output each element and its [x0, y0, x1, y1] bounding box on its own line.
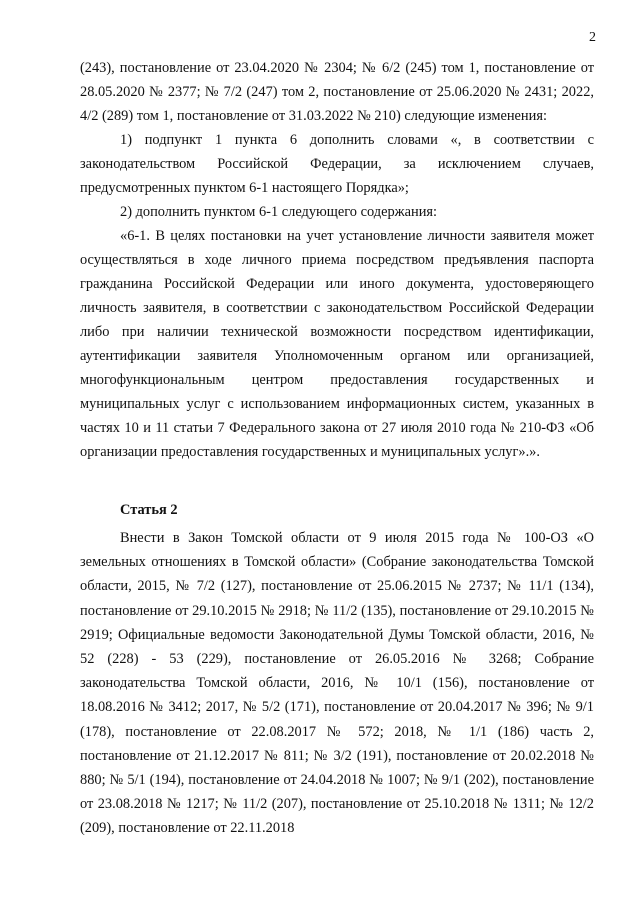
article-body	[80, 526, 594, 841]
page-number: 2	[589, 30, 596, 45]
paragraph-item-1: 1) подпункт 1 пункта 6 дополнить словами «, в соответствии с законодательством Российской Федерации, за исключением случаев, предусмотренных пунктом 6-1 настоящего Порядка»;	[80, 132, 594, 196]
article-2-text: Внести в Закон Томской области от 9 июля 2015 года № 100-ОЗ «О земельных отношениях в Томской области» (Собрание законодательства Томской области, 2015, № 7/2 (127), постановление от 25.06.2015 № 2737; № 11/1 (134), постановление от 29.10.2015 № 2918; № 11/2 (135), постановление от 29.10.2015 № 2919; Официальные ведомости Законодательной Думы Томской области, 2016, № 52 (228) - 53 (229), постановление от 26.05.2016 № 3268; Собрание законодательства Томской области, 2016, № 10/1 (156), постановление от 18.08.2016 № 3412; 2017, № 5/2 (171), постановление от 20.04.2017 № 396; № 9/1 (178), постановление от 22.08.2017 № 572; 2018, № 1/1 (186) часть 2, постановление от 21.12.2017 № 811; № 3/2 (191), постановление от 20.02.2018 № 880; № 5/1 (194), постановление от 24.04.2018 № 1007; № 9/1 (202), постановление от 23.08.2018 № 1217; № 11/2 (207), постановление от 25.10.2018 № 1311; № 12/2 (209), постановление от 22.11.2018	[80, 530, 594, 837]
paragraph-point-6-1: «6-1. В целях постановки на учет установление личности заявителя может осуществляться в ходе личного приема посредством предъявления паспорта гражданина Российской Федерации или иного документа, удостоверяющего личность заявителя, в соответствии с законодательством Российской Федерации либо при наличии технической возможности посредством идентификации, аутентификации заявителя Уполномоченным органом или организацией, многофункциональным центром предоставления государственных и муниципальных услуг с использованием информационных систем, указанных в частях 10 и 11 статьи 7 Федерального закона от 27 июля 2010 года № 210-ФЗ «Об организации предоставления государственных и муниципальных услуг».».	[80, 228, 594, 460]
paragraph-item-2: 2) дополнить пунктом 6-1 следующего содержания:	[120, 204, 438, 220]
paragraph-changes-list: (243), постановление от 23.04.2020 № 2304; № 6/2 (245) том 1, постановление от 28.05.2020 № 2377; № 7/2 (247) том 2, постановление от 25.06.2020 № 2431; 2022, 4/2 (289) том 1, постановление от 31.03.2022 № 210) следующие изменения:	[80, 60, 594, 124]
article-heading: Статья 2	[120, 502, 178, 518]
document-body	[80, 56, 594, 464]
